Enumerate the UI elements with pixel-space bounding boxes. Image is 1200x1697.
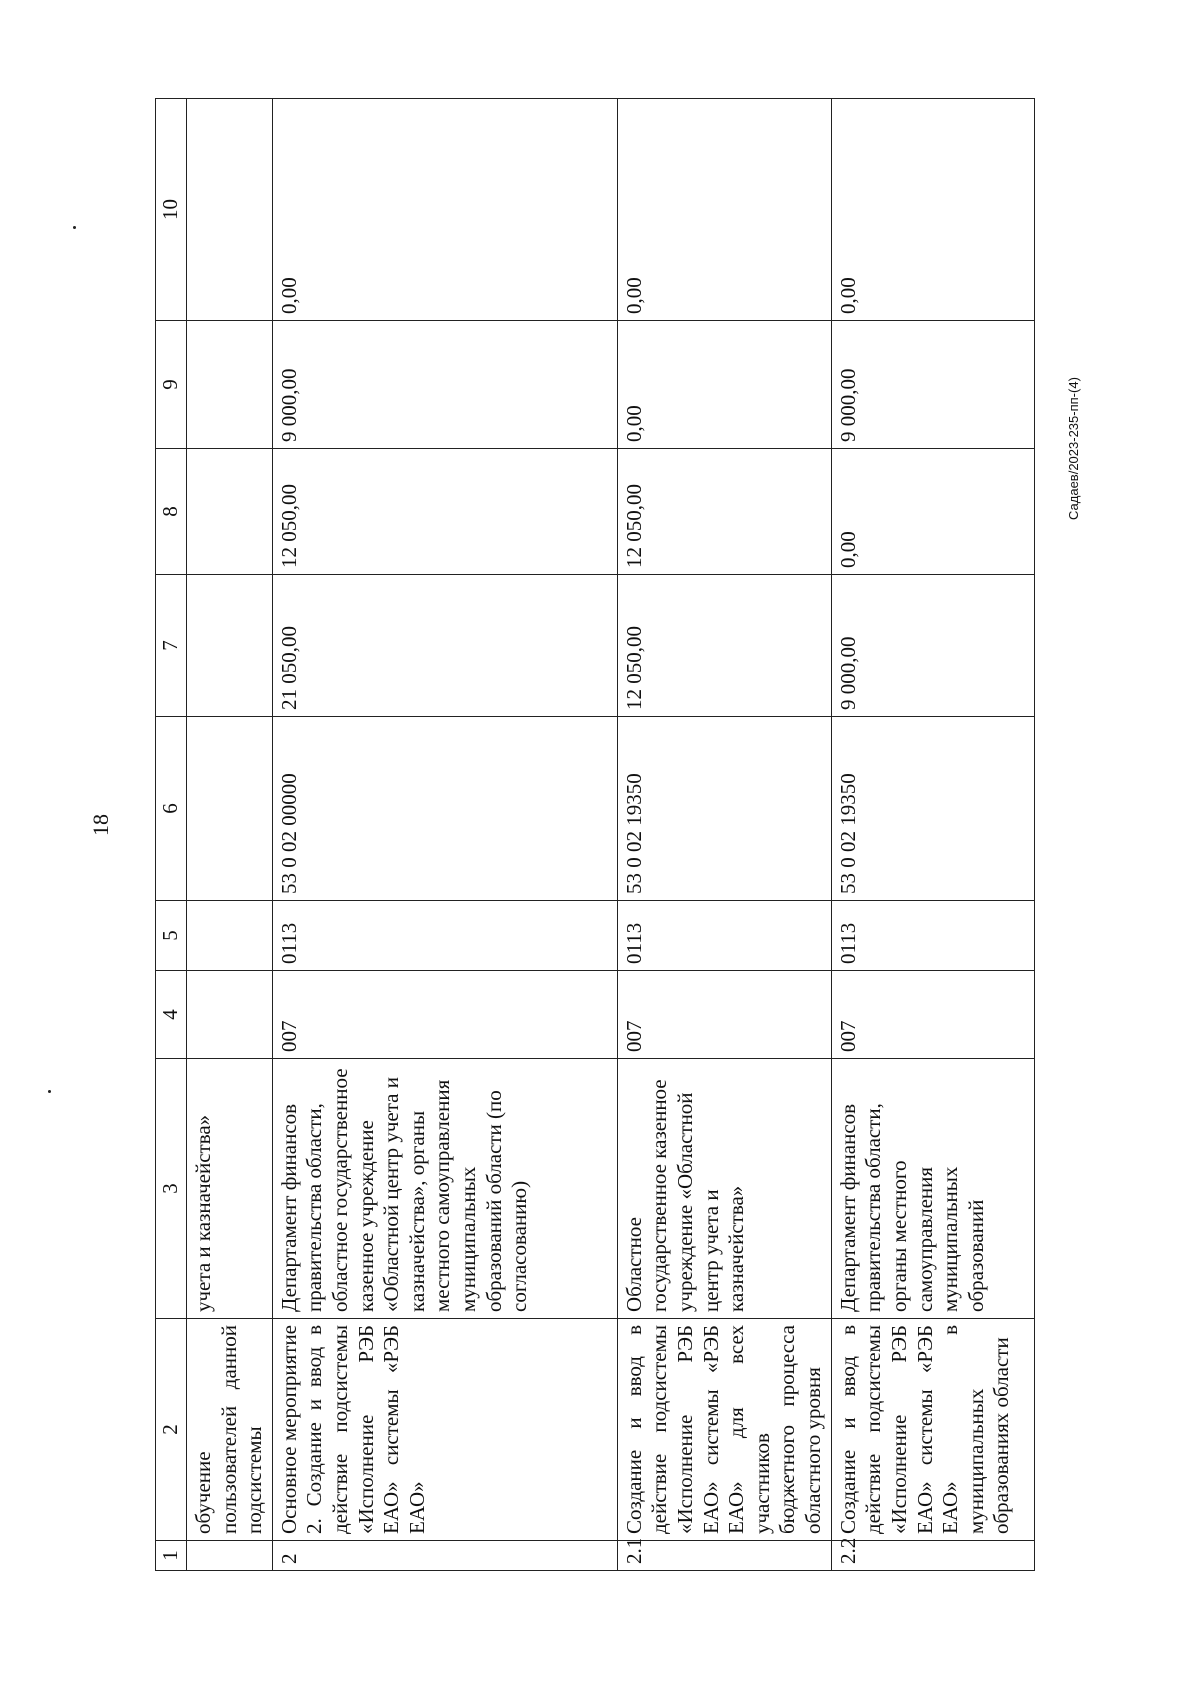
header-cell: 10 — [156, 99, 187, 321]
amount-col10 — [187, 99, 273, 321]
code-grbs — [187, 971, 273, 1059]
header-cell: 2 — [156, 1319, 187, 1541]
amount-col8: 12 050,00 — [617, 449, 831, 575]
code-grbs: 007 — [617, 971, 831, 1059]
amount-col10: 0,00 — [272, 99, 617, 321]
row-number: 2 — [272, 1541, 617, 1571]
code-grbs: 007 — [831, 971, 1034, 1059]
amount-col7: 21 050,00 — [272, 575, 617, 717]
document-code: Садаев/2023-235-пп-(4) — [1066, 377, 1081, 520]
table-row — [831, 99, 1034, 1571]
amount-col9: 9 000,00 — [272, 321, 617, 449]
code-rzpr — [187, 901, 273, 971]
table-row — [187, 99, 273, 1571]
activity-name: Создание и ввод в действие подсистемы «Исполнение РЭБ ЕАО» системы «РЭБ ЕАО» в муниципальных образованиях области — [831, 1319, 1034, 1541]
code-rzpr: 0113 — [617, 901, 831, 971]
code-csr: 53 0 02 19350 — [617, 717, 831, 901]
amount-col9: 0,00 — [617, 321, 831, 449]
amount-col8 — [187, 449, 273, 575]
table-row — [617, 99, 831, 1571]
header-cell: 3 — [156, 1059, 187, 1319]
code-csr — [187, 717, 273, 901]
amount-col9 — [187, 321, 273, 449]
amount-col7: 9 000,00 — [831, 575, 1034, 717]
header-cell: 5 — [156, 901, 187, 971]
scan-speck — [48, 1090, 51, 1093]
code-rzpr: 0113 — [831, 901, 1034, 971]
header-cell: 1 — [156, 1541, 187, 1571]
scan-speck — [73, 226, 76, 229]
header-cell: 9 — [156, 321, 187, 449]
code-csr: 53 0 02 19350 — [831, 717, 1034, 901]
code-grbs: 007 — [272, 971, 617, 1059]
page-number: 18 — [88, 814, 113, 836]
responsible-executor: Департамент финансов правительства области, областное государственное казенное учреждение «Областной центр учета и казначейства», органы местного самоуправления муниципальных образований области (по согласованию) — [272, 1059, 617, 1319]
row-number: 2.2 — [831, 1541, 1034, 1571]
program-table — [155, 99, 1035, 1571]
code-csr: 53 0 02 00000 — [272, 717, 617, 901]
amount-col9: 9 000,00 — [831, 321, 1034, 449]
activity-name: Основное мероприятие 2. Создание и ввод в действие подсистемы «Исполнение РЭБ ЕАО» системы «РЭБ ЕАО» — [272, 1319, 617, 1541]
header-cell: 6 — [156, 717, 187, 901]
row-number — [187, 1541, 273, 1571]
header-row — [156, 99, 187, 1571]
responsible-executor: Областное государственное казенное учреждение «Областной центр учета и казначейства» — [617, 1059, 831, 1319]
amount-col8: 12 050,00 — [272, 449, 617, 575]
activity-name: обучение пользователей данной подсистемы — [187, 1319, 273, 1541]
header-cell: 4 — [156, 971, 187, 1059]
amount-col10: 0,00 — [831, 99, 1034, 321]
amount-col8: 0,00 — [831, 449, 1034, 575]
amount-col10: 0,00 — [617, 99, 831, 321]
table-row — [272, 99, 617, 1571]
responsible-executor: Департамент финансов правительства области, органы местного самоуправления муниципальных образований — [831, 1059, 1034, 1319]
responsible-executor: учета и казначейства» — [187, 1059, 273, 1319]
row-number: 2.1 — [617, 1541, 831, 1571]
activity-name: Создание и ввод в действие подсистемы «Исполнение РЭБ ЕАО» системы «РЭБ ЕАО» для всех участников бюджетного процесса областного уровня — [617, 1319, 831, 1541]
code-rzpr: 0113 — [272, 901, 617, 971]
header-cell: 8 — [156, 449, 187, 575]
amount-col7 — [187, 575, 273, 717]
header-cell: 7 — [156, 575, 187, 717]
amount-col7: 12 050,00 — [617, 575, 831, 717]
